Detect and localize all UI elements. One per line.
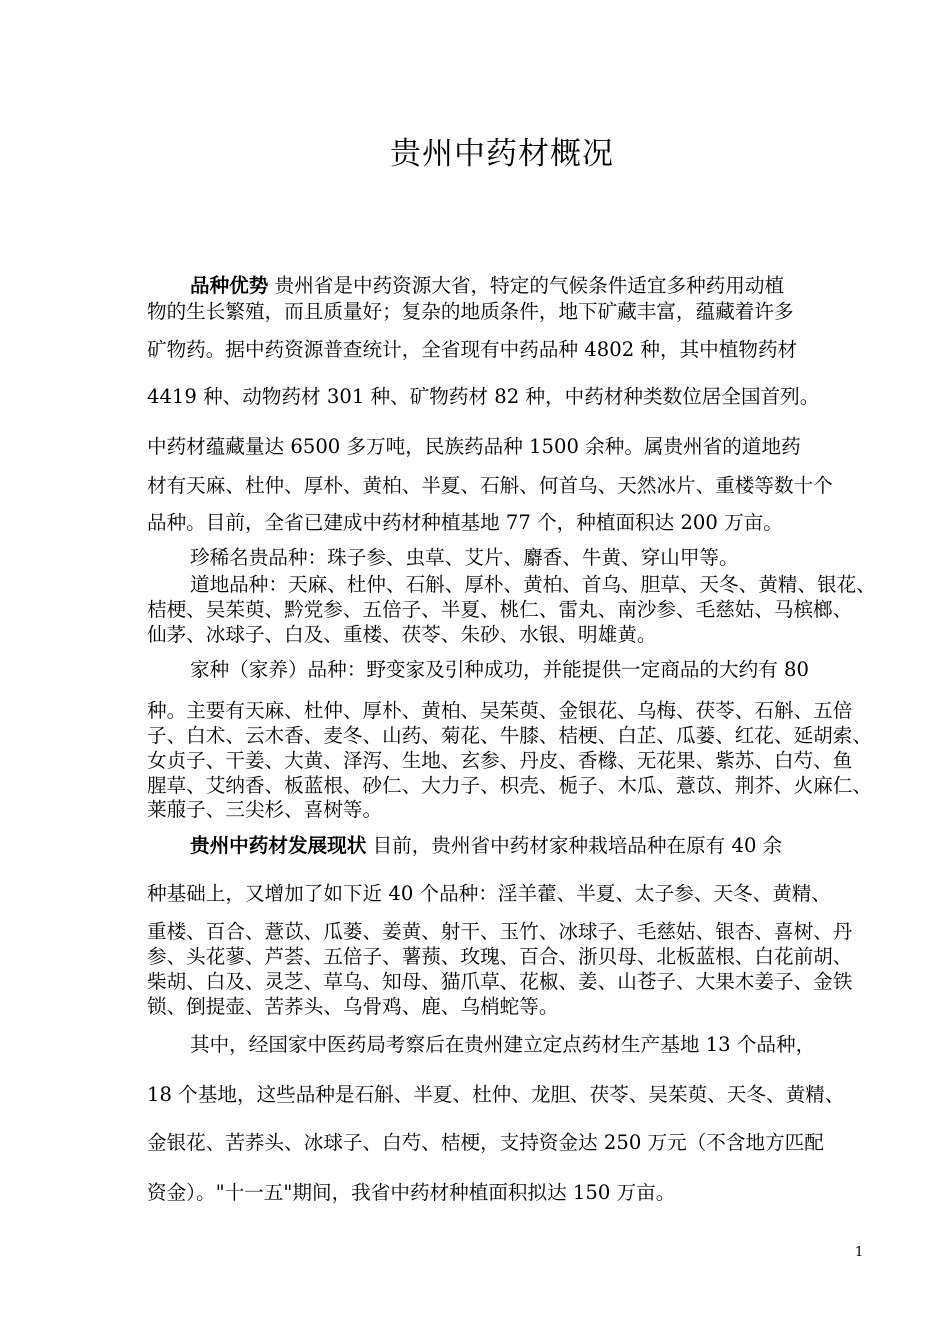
paragraph-text: 贵州省是中药资源大省，特定的气候条件适宜多种药用动植 (268, 274, 785, 297)
authentic-varieties-line: 道地品种：天麻、杜仲、石斛、厚朴、黄柏、首乌、胆草、天冬、黄精、银花、 (190, 573, 876, 596)
paragraph-line: 材有天麻、杜仲、厚朴、黄柏、半夏、石斛、何首乌、天然冰片、重楼等数十个 (147, 474, 833, 497)
paragraph-line (190, 276, 784, 296)
paragraph-line: 种基础上，又增加了如下近 40 个品种：淫羊藿、半夏、太子参、天冬、黄精、 (147, 882, 831, 905)
authentic-varieties-line: 桔梗、吴茱萸、黔党参、五倍子、半夏、桃仁、雷丸、南沙参、毛慈姑、马槟榔、 (147, 598, 853, 621)
paragraph-line: 矿物药。据中药资源普查统计，全省现有中药品种 4802 种，其中植物药材 (147, 338, 798, 361)
paragraph-line: 资金）。"十一五"期间，我省中药材种植面积拟达 150 万亩。 (147, 1181, 676, 1204)
domestic-varieties-line: 腥草、艾纳香、板蓝根、砂仁、大力子、枳壳、栀子、木瓜、薏苡、荆芥、火麻仁、 (147, 774, 872, 797)
paragraph-line: 重楼、百合、薏苡、瓜蒌、姜黄、射干、玉竹、冰球子、毛慈姑、银杏、喜树、丹 (147, 920, 853, 943)
domestic-varieties-line: 子、白术、云木香、麦冬、山药、菊花、牛膝、桔梗、白芷、瓜蒌、红花、延胡索、 (147, 724, 872, 747)
domestic-varieties-line: 女贞子、干姜、大黄、泽泻、生地、玄参、丹皮、香橼、无花果、紫苏、白芍、鱼 (147, 749, 853, 772)
paragraph-line: 4419 种、动物药材 301 种、矿物药材 82 种，中药材种类数位居全国首列。 (147, 385, 820, 408)
paragraph-line: 18 个基地，这些品种是石斛、半夏、杜仲、龙胆、茯苓、吴茱萸、天冬、黄精、 (147, 1083, 845, 1106)
authentic-varieties-line: 仙茅、冰球子、白及、重楼、茯苓、朱砂、水银、明雄黄。 (147, 623, 657, 646)
paragraph-line: 物的生长繁殖，而且质量好；复杂的地质条件，地下矿藏丰富，蕴藏着许多 (147, 300, 794, 323)
page-number: 1 (855, 1245, 864, 1260)
domestic-varieties-line: 莱菔子、三尖杉、喜树等。 (147, 798, 383, 821)
paragraph-line: 其中，经国家中医药局考察后在贵州建立定点药材生产基地 13 个品种， (190, 1033, 816, 1056)
document-title: 贵州中药材概况 (390, 136, 614, 172)
paragraph-line: 中药材蕴藏量达 6500 多万吨，民族药品种 1500 余种。属贵州省的道地药 (147, 435, 801, 458)
domestic-varieties-line: 种。主要有天麻、杜仲、厚朴、黄柏、吴茱萸、金银花、乌梅、茯苓、石斛、五倍 (147, 699, 853, 722)
domestic-varieties-line: 家种（家养）品种：野变家及引种成功，并能提供一定商品的大约有 80 (190, 658, 809, 681)
paragraph-line (190, 836, 782, 856)
section-heading-variety: 品种优势 (190, 274, 269, 297)
paragraph-line: 参、头花蓼、芦荟、五倍子、薯蓣、玫瑰、百合、浙贝母、北板蓝根、白花前胡、 (147, 945, 853, 968)
paragraph-line: 品种。目前，全省已建成中药材种植基地 77 个，种植面积达 200 万亩。 (147, 511, 783, 534)
paragraph-text: 目前，贵州省中药材家种栽培品种在原有 40 余 (366, 834, 783, 857)
section-heading-development: 贵州中药材发展现状 (190, 834, 367, 857)
rare-varieties-line: 珍稀名贵品种：珠子参、虫草、艾片、麝香、牛黄、穿山甲等。 (190, 546, 739, 569)
paragraph-line: 锁、倒提壶、苦荞头、乌骨鸡、鹿、乌梢蛇等。 (147, 995, 559, 1018)
paragraph-line: 柴胡、白及、灵芝、草乌、知母、猫爪草、花椒、姜、山苍子、大果木姜子、金铁 (147, 970, 853, 993)
paragraph-line: 金银花、苦荞头、冰球子、白芍、桔梗，支持资金达 250 万元（不含地方匹配 (147, 1131, 824, 1154)
